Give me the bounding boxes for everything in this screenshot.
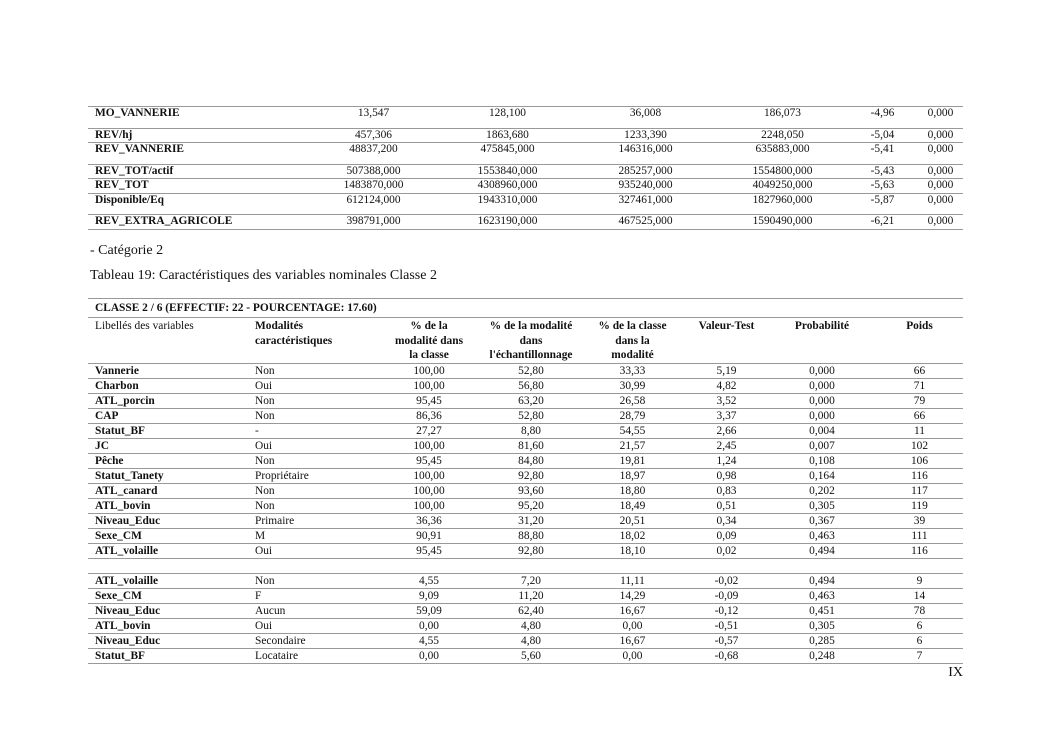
header-pct-class-in-modality: % de la classe dans la modalité (580, 318, 678, 364)
table-row: Vannerie Non 100,00 52,80 33,33 5,19 0,000 66 (88, 364, 963, 379)
table-row: Charbon Oui 100,00 56,80 30,99 4,82 0,000 71 (88, 379, 963, 394)
table-row: ATL_bovin Oui 0,00 4,80 0,00 -0,51 0,305 6 (88, 619, 963, 634)
header-variable-labels: Libellés des variables (88, 318, 248, 364)
table-row: Niveau_Educ Aucun 59,09 62,40 16,67 -0,12 0,451 78 (88, 604, 963, 619)
header-test-value: Valeur-Test (678, 318, 768, 364)
table-row: MO_VANNERIE 13,547 128,100 36,008 186,073 -4,96 0,000 (88, 107, 963, 121)
table-row: ATL_volaille Non 4,55 7,20 11,11 -0,02 0,494 9 (88, 574, 963, 589)
table-row: REV_VANNERIE 48837,200 475845,000 146316,000 635883,000 -5,41 0,000 (88, 143, 963, 157)
header-pct-modality-in-class: % de la modalité dans la classe (376, 318, 475, 364)
table-row: Sexe_CM F 9,09 11,20 14,29 -0,09 0,463 14 (88, 589, 963, 604)
table-row: Pêche Non 95,45 84,80 19,81 1,24 0,108 106 (88, 454, 963, 469)
table-row: REV_TOT 1483870,000 4308960,000 935240,000 4049250,000 -5,63 0,000 (88, 179, 963, 194)
table-row: Statut_BF Locataire 0,00 5,60 0,00 -0,68 0,248 7 (88, 649, 963, 664)
header-modalities: Modalités caractéristiques (248, 318, 376, 364)
table-row: JC Oui 100,00 81,60 21,57 2,45 0,007 102 (88, 439, 963, 454)
nominal-variables-table (88, 298, 963, 664)
category-heading: - Catégorie 2 (90, 243, 164, 258)
group-separator (88, 559, 963, 574)
header-weight: Poids (869, 318, 963, 364)
table-row: Sexe_CM M 90,91 88,80 18,02 0,09 0,463 111 (88, 529, 963, 544)
table-row: ATL_volaille Oui 95,45 92,80 18,10 0,02 0,494 116 (88, 544, 963, 559)
table-row: ATL_porcin Non 95,45 63,20 26,58 3,52 0,000 79 (88, 394, 963, 409)
table-row: Niveau_Educ Primaire 36,36 31,20 20,51 0,34 0,367 39 (88, 514, 963, 529)
table-row: REV_EXTRA_AGRICOLE 398791,000 1623190,000 467525,000 1590490,000 -6,21 0,000 (88, 215, 963, 230)
table-row: CAP Non 86,36 52,80 28,79 3,37 0,000 66 (88, 409, 963, 424)
table-row: ATL_canard Non 100,00 93,60 18,80 0,83 0,202 117 (88, 484, 963, 499)
table-row: REV/hj 457,306 1863,680 1233,390 2248,050 -5,04 0,000 (88, 128, 963, 143)
table-row: Niveau_Educ Secondaire 4,55 4,80 16,67 -0,57 0,285 6 (88, 634, 963, 649)
table-row: Statut_Tanety Propriétaire 100,00 92,80 18,97 0,98 0,164 116 (88, 469, 963, 484)
table-row: Statut_BF - 27,27 8,80 54,55 2,66 0,004 11 (88, 424, 963, 439)
class-title-row (88, 299, 963, 318)
table-row: ATL_bovin Non 100,00 95,20 18,49 0,51 0,305 119 (88, 499, 963, 514)
table-caption: Tableau 19: Caractéristiques des variables nominales Classe 2 (90, 268, 437, 283)
table-row: REV_TOT/actif 507388,000 1553840,000 285257,000 1554800,000 -5,43 0,000 (88, 164, 963, 179)
page-number: IX (948, 665, 963, 680)
class-title: CLASSE 2 / 6 (EFFECTIF: 22 - POURCENTAGE: 17.60) (88, 299, 963, 318)
header-row (88, 318, 963, 364)
header-probability: Probabilité (768, 318, 869, 364)
quantitative-variables-table (88, 106, 963, 230)
table-row: Disponible/Eq 612124,000 1943310,000 327461,000 1827960,000 -5,87 0,000 (88, 193, 963, 207)
header-pct-modality-in-sample: % de la modalité dans l'échantillonnage (475, 318, 580, 364)
